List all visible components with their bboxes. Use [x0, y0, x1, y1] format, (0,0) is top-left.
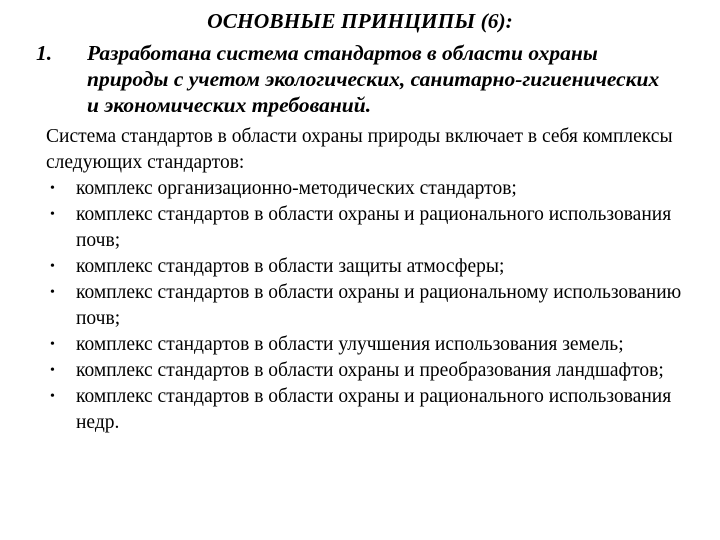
list-item [46, 280, 686, 332]
list-item-text: комплекс стандартов в области охраны и рациональному использованию почв; [76, 282, 682, 329]
principle-item [36, 40, 676, 118]
bullet-icon: • [50, 259, 55, 274]
intro-paragraph: Система стандартов в области охраны природы включает в себя комплексы следующих стандартов: [46, 126, 673, 173]
list-item [46, 358, 686, 384]
bullet-icon: • [50, 181, 55, 196]
list-item [46, 202, 686, 254]
list-item [46, 332, 686, 358]
list-item-text: комплекс стандартов в области улучшения использования земель; [76, 334, 624, 355]
principle-text: Разработана система стандартов в области охраны природы с учетом экологических, санитарно-гигиенических и экономических требований. [87, 41, 660, 117]
bullet-icon: • [50, 207, 55, 222]
list-item-text: комплекс стандартов в области защиты атмосферы; [76, 256, 505, 277]
list-item-text: комплекс стандартов в области охраны и рационального использования недр. [76, 386, 672, 433]
bullet-icon: • [50, 285, 55, 300]
standards-list [46, 176, 686, 436]
bullet-icon: • [50, 337, 55, 352]
list-item-text: комплекс стандартов в области охраны и рационального использования почв; [76, 204, 672, 251]
list-item [46, 176, 686, 202]
bullet-icon: • [50, 389, 55, 404]
list-item [46, 384, 686, 436]
principle-number: 1. [36, 41, 53, 65]
page-title: ОСНОВНЫЕ ПРИНЦИПЫ (6): [207, 9, 513, 33]
list-item-text: комплекс стандартов в области охраны и преобразования ландшафтов; [76, 360, 664, 381]
bullet-icon: • [50, 363, 55, 378]
list-item [46, 254, 686, 280]
list-item-text: комплекс организационно-методических стандартов; [76, 178, 517, 199]
